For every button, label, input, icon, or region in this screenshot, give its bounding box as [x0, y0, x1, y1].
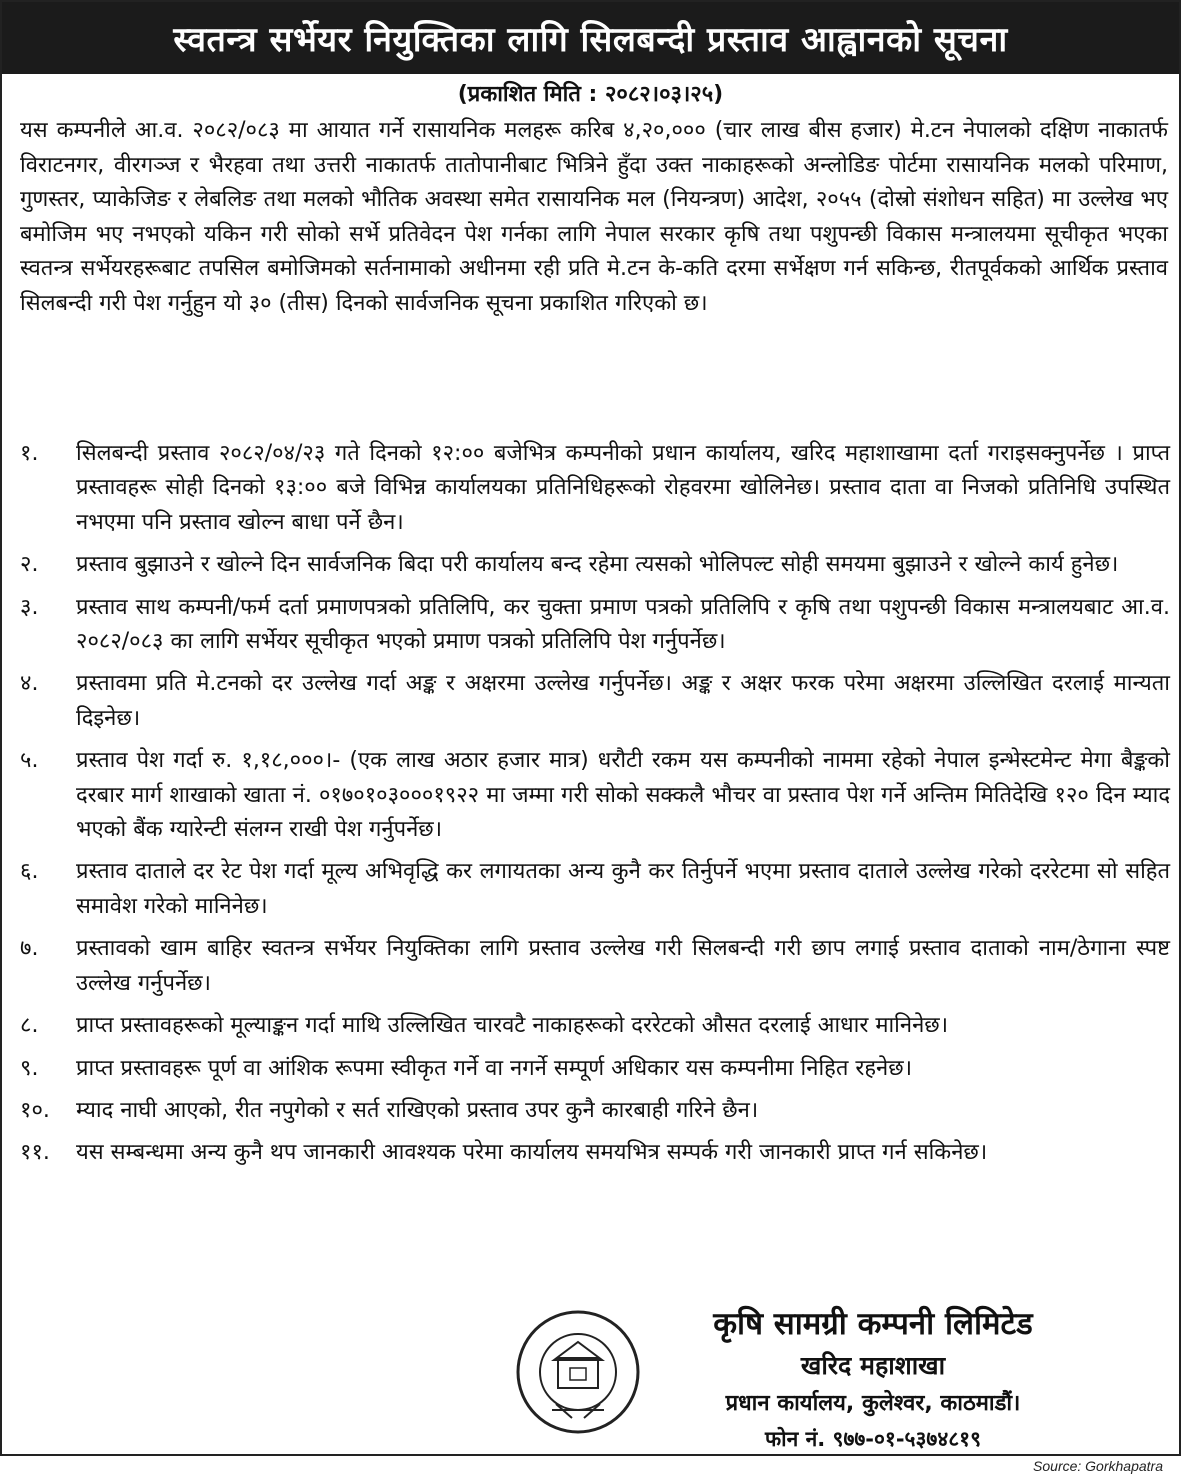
signature-block	[593, 1302, 1153, 1456]
published-date: (प्रकाशित मिति : २०८२।०३।२५)	[457, 82, 724, 107]
item-text: प्राप्त प्रस्तावहरू पूर्ण वा आंशिक रूपमा स्वीकृत गर्ने वा नगर्ने सम्पूर्ण अधिकार यस कम्पनीमा निहित रहनेछ।	[76, 1055, 913, 1081]
item-text: प्राप्त प्रस्तावहरूको मूल्याङ्कन गर्दा माथि उल्लिखित चारवटै नाकाहरूको दररेटको औसत दरलाई आधार मानिनेछ।	[76, 1013, 949, 1039]
item-text: प्रस्ताव बुझाउने र खोल्ने दिन सार्वजनिक बिदा परी कार्यालय बन्द रहेमा त्यसको भोलिपल्ट सोही समयमा बुझाउने र खोल्ने कार्य हुनेछ।	[76, 552, 1119, 578]
list-item	[20, 1094, 1170, 1128]
list-item	[20, 744, 1170, 847]
list-item	[20, 591, 1170, 660]
item-number: १.	[20, 441, 39, 466]
item-text: प्रस्ताव पेश गर्दा रु. १,१८,०००।- (एक लाख अठार हजार मात्र) धरौटी रकम यस कम्पनीको नाममा रहेको नेपाल इन्भेस्टमेन्ट मेगा बैङ्कको दरबार मार्ग शाखाको खाता नं. ०१७०१०३०००१९२२ मा जम्मा गरी सोको सक्कलै भौचर वा प्रस्ताव पेश गर्ने अन्तिम मितिदेखि १२० दिन म्याद भएको बैंक ग्यारेन्टी संलग्न राखी पेश गर्नुपर्नेछ।	[76, 748, 1170, 843]
item-number: ७.	[20, 936, 39, 962]
notice-title-bar	[2, 2, 1179, 74]
terms-list	[20, 437, 1170, 1179]
item-text: प्रस्ताव साथ कम्पनी/फर्म दर्ता प्रमाणपत्रको प्रतिलिपि, कर चुक्ता प्रमाण पत्रको प्रतिलिपि र कृषि तथा पशुपन्छी विकास मन्त्रालयबाट आ.व. २०८२/०८३ का लागि सर्भेयर सूचीकृत भएको प्रमाण पत्रको प्रतिलिपि पेश गर्नुपर्नेछ।	[76, 594, 1170, 655]
item-number: ८.	[20, 1013, 39, 1039]
list-item	[20, 1052, 1170, 1086]
item-number: २.	[20, 552, 39, 578]
list-item	[20, 1009, 1170, 1043]
list-item	[20, 855, 1170, 924]
list-item	[20, 932, 1170, 1001]
item-number: १०.	[20, 1097, 50, 1123]
item-number: ११.	[20, 1140, 50, 1166]
list-item	[20, 437, 1170, 540]
item-text: सिलबन्दी प्रस्ताव २०८२/०४/२३ गते दिनको १२:०० बजेभित्र कम्पनीको प्रधान कार्यालय, खरिद महाशाखामा दर्ता गराइसक्नुपर्नेछ । प्राप्त प्रस्तावहरू सोही दिनको १३:०० बजे विभिन्न कार्यालयका प्रतिनिधिहरूको रोहवरमा खोलिनेछ। प्रस्ताव दाता वा निजको प्रतिनिधि उपस्थित नभएमा पनि प्रस्ताव खोल्न बाधा पर्ने छैन।	[76, 441, 1170, 535]
source-credit: Source: Gorkhapatra	[1033, 1458, 1163, 1474]
item-number: ३.	[20, 594, 39, 620]
item-number: ९.	[20, 1055, 39, 1081]
item-number: ६.	[20, 859, 39, 885]
item-text: प्रस्ताव दाताले दर रेट पेश गर्दा मूल्य अभिवृद्धि कर लगायतका अन्य कुनै कर तिर्नुपर्ने भएमा प्रस्ताव दाताले उल्लेख गरेको दररेटमा सो सहित समावेश गरेको मानिनेछ।	[76, 859, 1170, 919]
office-address: प्रधान कार्यालय, कुलेश्वर, काठमाडौं।	[725, 1391, 1021, 1416]
item-number: ५.	[20, 748, 39, 774]
company-name: कृषि सामग्री कम्पनी लिमिटेड	[713, 1306, 1033, 1342]
notice-title: स्वतन्त्र सर्भेयर नियुक्तिका लागि सिलबन्दी प्रस्ताव आह्वानको सूचना	[173, 20, 1008, 60]
list-item	[20, 548, 1170, 582]
item-number: ४.	[20, 671, 39, 697]
item-text: प्रस्तावको खाम बाहिर स्वतन्त्र सर्भेयर नियुक्तिका लागि प्रस्ताव उल्लेख गरी सिलबन्दी गरी छाप लगाई प्रस्ताव दाताको नाम/ठेगाना स्पष्ट उल्लेख गर्नुपर्नेछ।	[76, 936, 1170, 996]
intro-paragraph: यस कम्पनीले आ.व. २०८२/०८३ मा आयात गर्ने रासायनिक मलहरू करिब ४,२०,००० (चार लाख बीस हजार) मे.टन नेपालको दक्षिण नाकातर्फ विराटनगर, वीरगञ्ज र भैरहवा तथा उत्तरी नाकातर्फ तातोपानीबाट भित्रिने हुँदा उक्त नाकाहरूको अन्लोडिङ पोर्टमा रासायनिक मलको परिमाण, गुणस्तर, प्याकेजिङ र लेबलिङ तथा मलको भौतिक अवस्था समेत रासायनिक मल (नियन्त्रण) आदेश, २०५५ (दोस्रो संशोधन सहित) मा उल्लेख भए बमोजिम भए नभएको यकिन गरी सोको सर्भे प्रतिवेदन पेश गर्नका लागि नेपाल सरकार कृषि तथा पशुपन्छी विकास मन्त्रालयमा सूचीकृत भएका स्वतन्त्र सर्भेयरहरूबाट तपसिल बमोजिमको सर्तनामाको अधीनमा रही प्रति मे.टन के-कति दरमा सर्भेक्षण गर्न सकिन्छ, रीतपूर्वकको आर्थिक प्रस्ताव सिलबन्दी गरी पेश गर्नुहुन यो ३० (तीस) दिनको सार्वजनिक सूचना प्रकाशित गरिएको छ।	[20, 118, 1168, 316]
phone-number: फोन नं. ९७७-०१-५३७४८१९	[764, 1427, 981, 1451]
list-item	[20, 667, 1170, 736]
item-text: प्रस्तावमा प्रति मे.टनको दर उल्लेख गर्दा अङ्क र अक्षरमा उल्लेख गर्नुपर्नेछ। अङ्क र अक्षर फरक परेमा अक्षरमा उल्लिखित दरलाई मान्यता दिइनेछ।	[76, 671, 1170, 731]
list-item	[20, 1136, 1170, 1170]
item-text: म्याद नाघी आएको, रीत नपुगेको र सर्त राखिएको प्रस्ताव उपर कुनै कारबाही गरिने छैन।	[76, 1097, 759, 1123]
item-text: यस सम्बन्धमा अन्य कुनै थप जानकारी आवश्यक परेमा कार्यालय समयभित्र सम्पर्क गरी जानकारी प्राप्त गर्न सकिनेछ।	[76, 1140, 988, 1166]
department-name: खरिद महाशाखा	[800, 1351, 946, 1380]
